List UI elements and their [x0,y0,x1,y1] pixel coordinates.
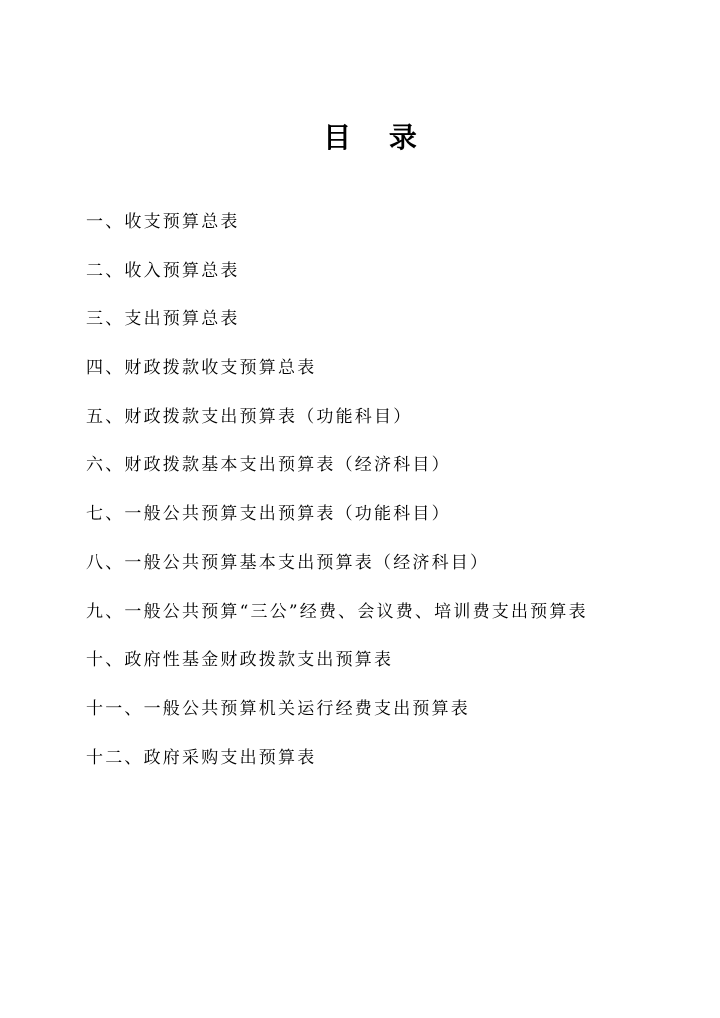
table-of-contents [86,207,706,791]
page-title: 目 录 [323,121,431,154]
toc-item-11: 十一、一般公共预算机关运行经费支出预算表 [86,698,470,719]
toc-item-12: 十二、政府采购支出预算表 [86,747,317,768]
toc-item-4: 四、财政拨款收支预算总表 [86,358,317,379]
toc-item-8: 八、一般公共预算基本支出预算表（经济科目） [86,552,490,573]
toc-item-9: 九、一般公共预算“三公”经费、会议费、培训费支出预算表 [86,601,588,622]
toc-item-6: 六、财政拨款基本支出预算表（经济科目） [86,455,451,476]
toc-item-2: 二、收入预算总表 [86,260,240,281]
toc-item-7: 七、一般公共预算支出预算表（功能科目） [86,504,451,525]
toc-item-3: 三、支出预算总表 [86,309,240,330]
toc-item-10: 十、政府性基金财政拨款支出预算表 [86,650,394,671]
toc-item-5: 五、财政拨款支出预算表（功能科目） [86,406,413,427]
toc-item-1: 一、收支预算总表 [86,212,240,232]
